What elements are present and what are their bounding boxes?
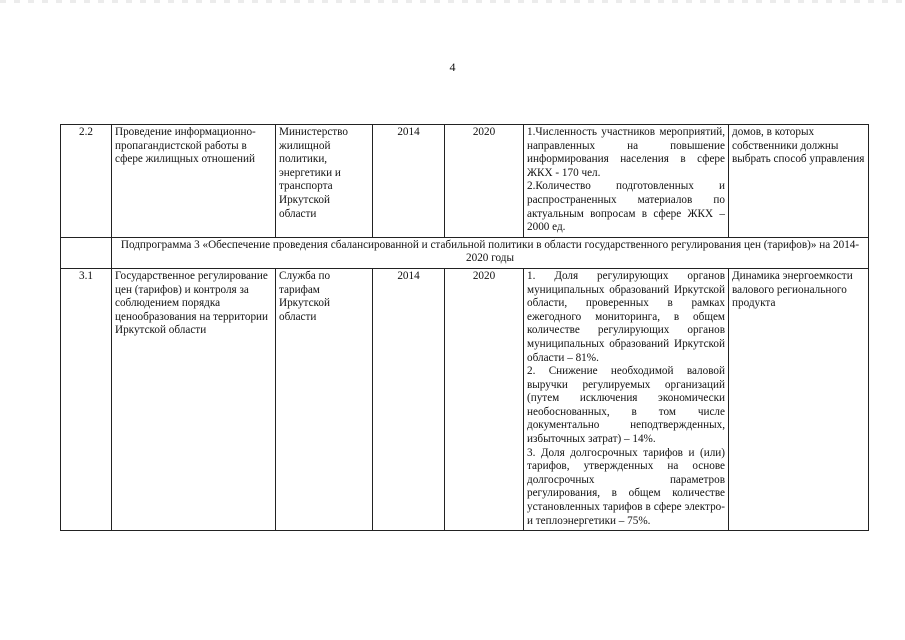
indicators-cell (524, 125, 729, 238)
executor: Служба по тарифам Иркутской области (276, 268, 373, 530)
indicator-item: 2.Количество подготовленных и распространенных материалов по актуальным вопросам в сфере ЖКХ – 2000 ед. (527, 180, 725, 234)
table-row (61, 125, 869, 238)
table-row (61, 268, 869, 530)
executor: Министерство жилищной политики, энергетики и транспорта Иркутской области (276, 125, 373, 238)
subprogram-title: Подпрограмма 3 «Обеспечение проведения сбалансированной и стабильной политики в области государственного регулирования цен (тарифов)» на 2014-2020 годы (112, 237, 869, 268)
start-year: 2014 (373, 268, 445, 530)
indicator-item: 1. Доля регулирующих органов муниципальных образований Иркутской области, проверенных в рамках ежегодного мониторинга, в общем количестве регулирующих органов муниципальных образований Иркутской области – 81%. (527, 269, 725, 364)
row-number: 2.2 (61, 125, 112, 238)
empty-cell (61, 237, 112, 268)
program-events-table (60, 124, 869, 531)
event-name: Проведение информационно-пропагандистской работы в сфере жилищных отношений (112, 125, 276, 238)
end-year: 2020 (445, 125, 524, 238)
indicator-item: 3. Доля долгосрочных тарифов и (или) тарифов, утвержденных на основе долгосрочных параметров регулирования, в общем количестве установленных тарифов в сфере электро- и теплоэнергетики – 75%. (527, 446, 725, 527)
indicator-item: 1.Численность участников мероприятий, направленных на повышение информирования населения в сфере ЖКХ - 170 чел. (527, 126, 725, 179)
page-number: 4 (449, 60, 456, 74)
scan-edge-artifact (0, 0, 905, 3)
row-number: 3.1 (61, 268, 112, 530)
target-indicator: Динамика энергоемкости валового регионального продукта (729, 268, 869, 530)
indicators-cell (524, 268, 729, 530)
event-name: Государственное регулирование цен (тарифов) и контроля за соблюдением порядка ценообразования на территории Иркутской области (112, 268, 276, 530)
indicator-item: 2. Снижение необходимой валовой выручки регулируемых организаций (путем исключения экономически необоснованных, в том числе документально неподтвержденных, избыточных затрат) – 14%. (527, 365, 725, 446)
subprogram-row (61, 237, 869, 268)
target-indicator: домов, в которых собственники должны выбрать способ управления (729, 125, 869, 238)
end-year: 2020 (445, 268, 524, 530)
start-year: 2014 (373, 125, 445, 238)
